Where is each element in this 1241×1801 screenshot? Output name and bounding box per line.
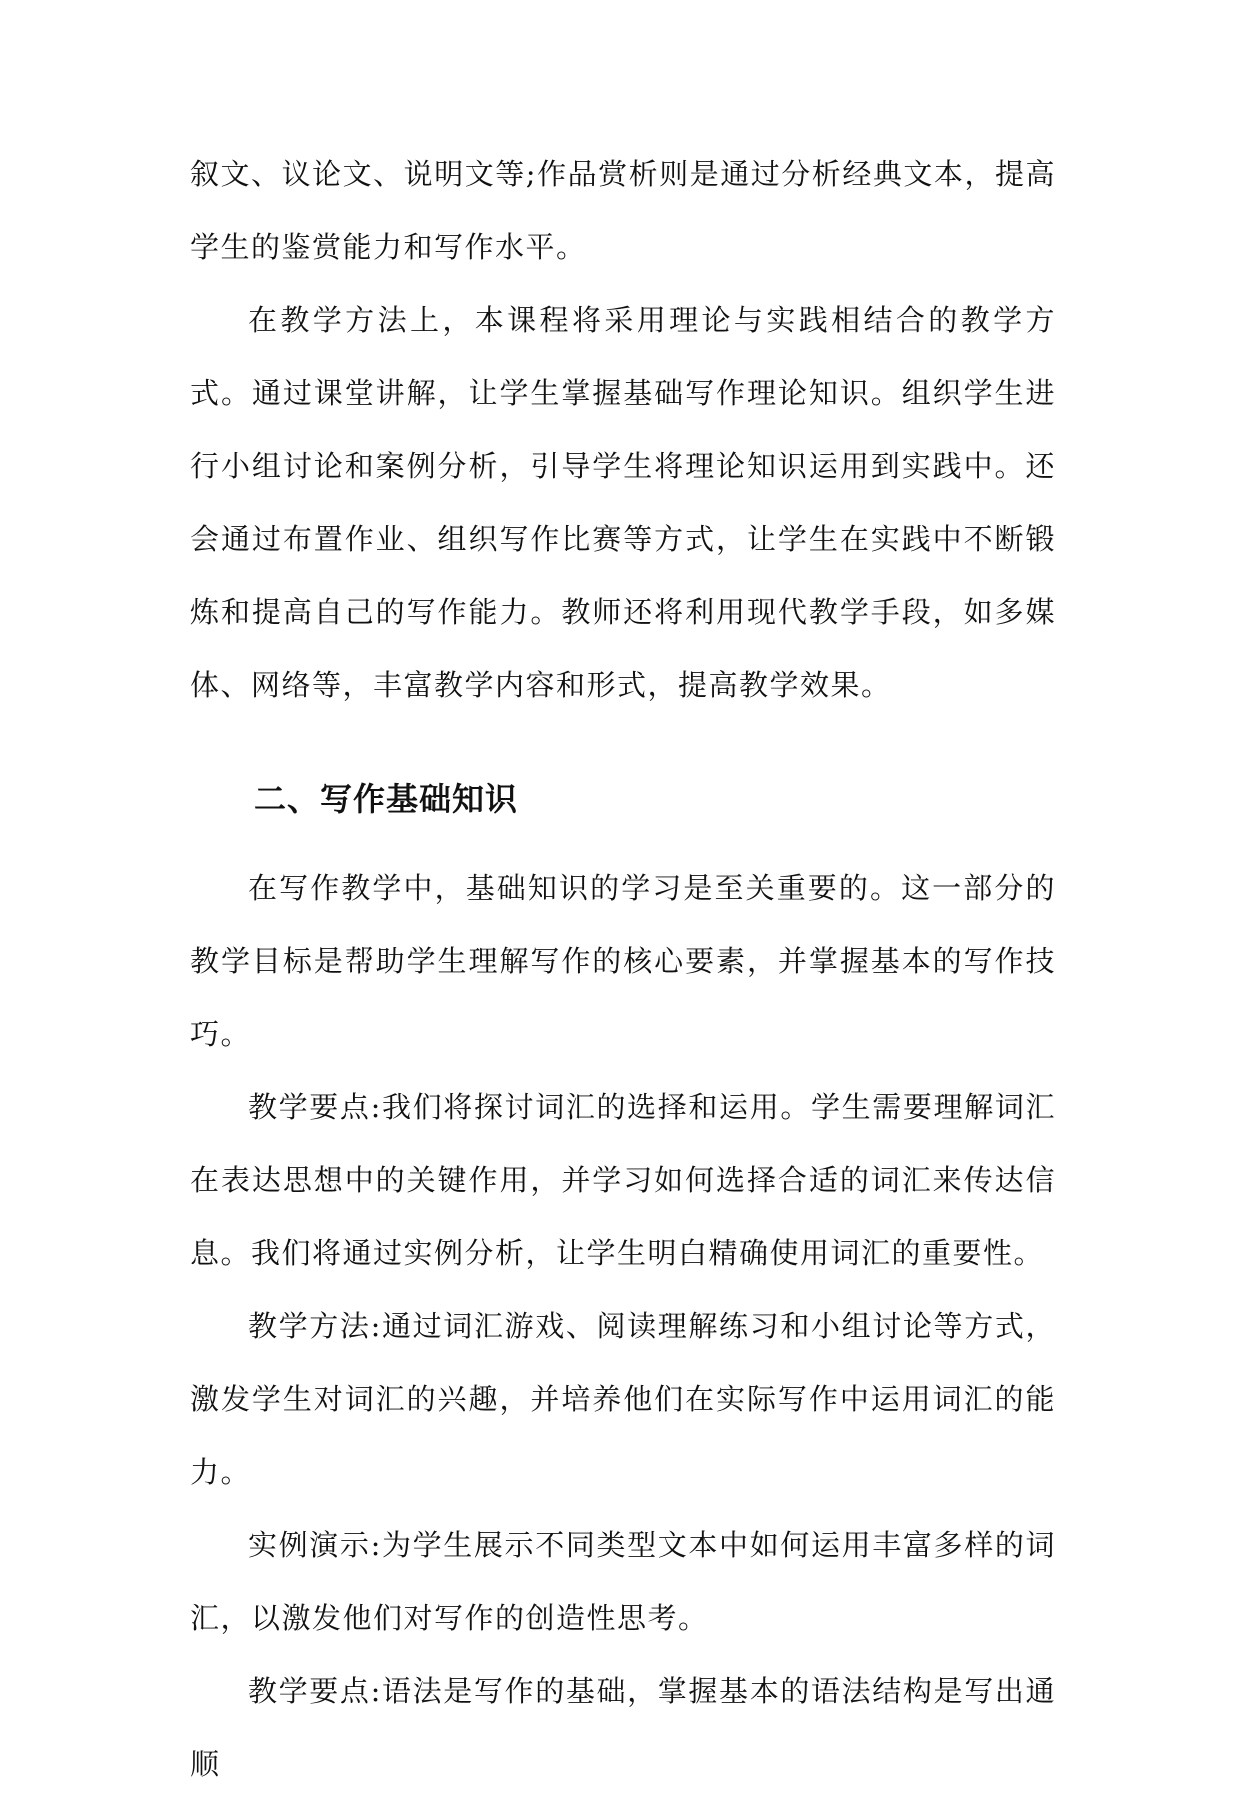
paragraph-demonstration: 实例演示:为学生展示不同类型文本中如何运用丰富多样的词汇，以激发他们对写作的创造性思考。 <box>190 1528 1056 1635</box>
paragraph-teaching-methods: 在教学方法上，本课程将采用理论与实践相结合的教学方式。通过课堂讲解，让学生掌握基础写作理论知识。组织学生进行小组讨论和案例分析，引导学生将理论知识运用到实践中。还会通过布置作业、组织写作比赛等方式，让学生在实践中不断锻炼和提高自己的写作能力。教师还将利用现代教学手段，如多媒体、网络等，丰富教学内容和形式，提高教学效果。 <box>190 303 1056 702</box>
paragraph-key-points-vocabulary: 教学要点:我们将探讨词汇的选择和运用。学生需要理解词汇在表达思想中的关键作用，并学习如何选择合适的词汇来传达信息。我们将通过实例分析，让学生明白精确使用词汇的重要性。 <box>190 1090 1056 1270</box>
paragraph-basics-intro: 在写作教学中，基础知识的学习是至关重要的。这一部分的教学目标是帮助学生理解写作的核心要素，并掌握基本的写作技巧。 <box>190 871 1056 1051</box>
paragraph-key-points-grammar: 教学要点:语法是写作的基础，掌握基本的语法结构是写出通顺 <box>190 1674 1056 1781</box>
document-page <box>190 138 1056 1781</box>
section-heading: 二、写作基础知识 <box>254 780 519 818</box>
paragraph-continued: 叙文、议论文、说明文等;作品赏析则是通过分析经典文本，提高学生的鉴赏能力和写作水平。 <box>190 157 1056 264</box>
paragraph-methods-vocabulary: 教学方法:通过词汇游戏、阅读理解练习和小组讨论等方式，激发学生对词汇的兴趣，并培养他们在实际写作中运用词汇的能力。 <box>190 1309 1056 1489</box>
